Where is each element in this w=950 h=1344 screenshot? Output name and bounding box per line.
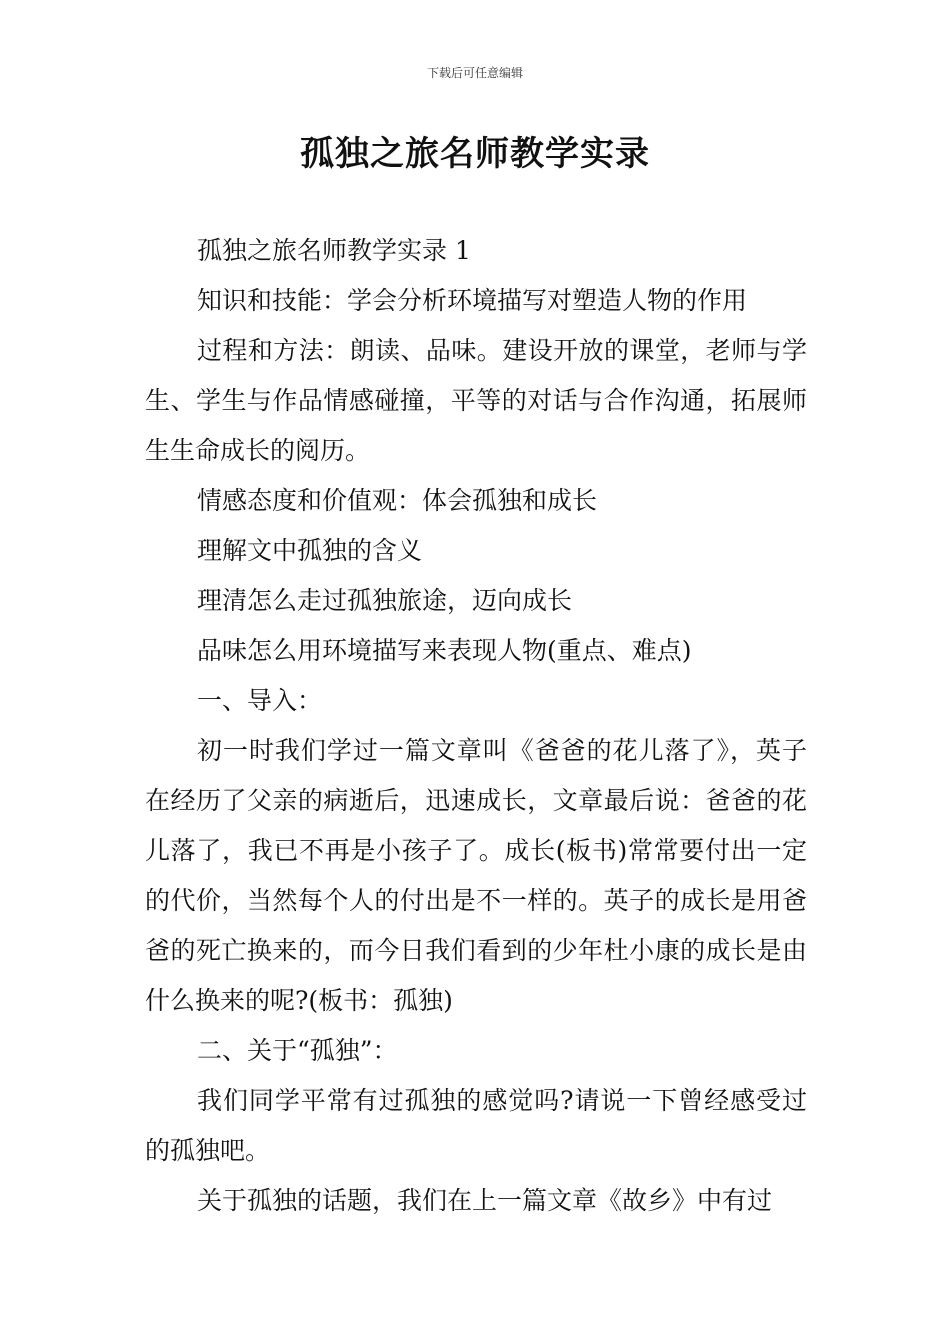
section-heading-loneliness: 二、关于“孤独”： xyxy=(197,1036,398,1065)
paragraph-goal-1: 理解文中孤独的含义 xyxy=(197,536,423,565)
paragraph-knowledge-skills: 知识和技能：学会分析环境描写对塑造人物的作用 xyxy=(197,286,748,315)
paragraph-emotion-values: 情感态度和价值观：体会孤独和成长 xyxy=(197,486,598,515)
paragraph-topic: 关于孤独的话题，我们在上一篇文章《故乡》中有过 xyxy=(197,1186,773,1215)
paragraph-process-method: 过程和方法：朗读、品味。建设开放的课堂，老师与学生、学生与作品情感碰撞，平等的对话与合作沟通，拓展师生生命成长的阅历。 xyxy=(145,336,807,465)
header-note: 下载后可任意编辑 xyxy=(426,66,523,80)
paragraph-goal-3: 品味怎么用环境描写来表现人物(重点、难点) xyxy=(197,636,692,665)
paragraph-question: 我们同学平常有过孤独的感觉吗?请说一下曾经感受过的孤独吧。 xyxy=(145,1086,807,1165)
document-body xyxy=(145,226,807,1226)
paragraph-subtitle: 孤独之旅名师教学实录 1 xyxy=(197,236,471,265)
document-title: 孤独之旅名师教学实录 xyxy=(300,134,650,174)
section-heading-intro: 一、导入： xyxy=(197,686,323,715)
paragraph-intro: 初一时我们学过一篇文章叫《爸爸的花儿落了》，英子在经历了父亲的病逝后，迅速成长，文章最后说：爸爸的花儿落了，我已不再是小孩子了。成长(板书)常常要付出一定的代价，当然每个人的付出是不一样的。英子的成长是用爸爸的死亡换来的，而今日我们看到的少年杜小康的成长是由什么换来的呢?(板书：孤独) xyxy=(145,736,807,1015)
paragraph-goal-2: 理清怎么走过孤独旅途，迈向成长 xyxy=(197,586,573,615)
